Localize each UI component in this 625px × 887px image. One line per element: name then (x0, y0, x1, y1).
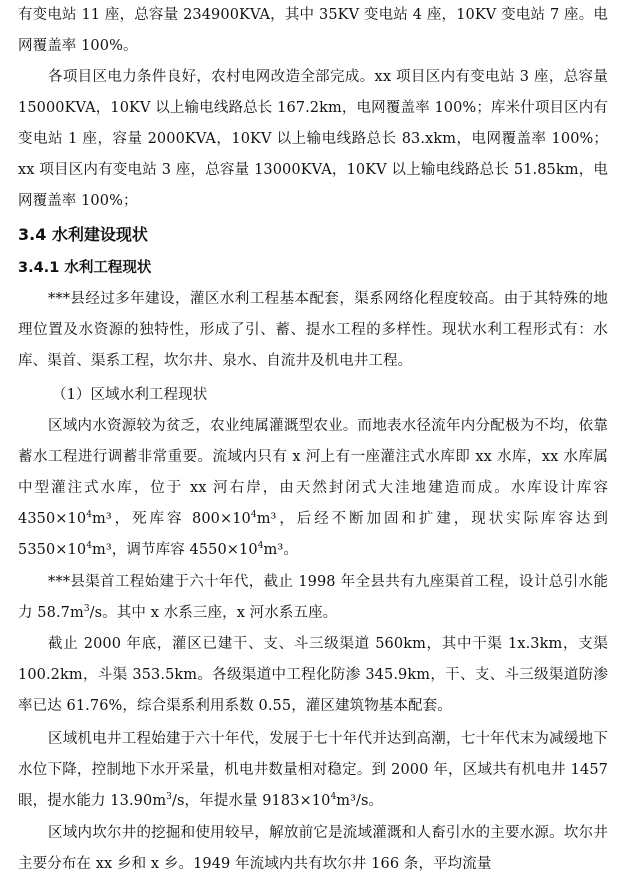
paragraph-wells: 区域机电井工程始建于六十年代，发展于七十年代并达到高潮，七十年代末为减缓地下水位下降，控制地下水开采量，机电井数量相对稳定。到 2000 年，区域共有机电井 1457 眼，提水能力 $13.90m^3/s$，年提水量 $9183\times 10^4m^3/s$。 (18, 731, 608, 809)
paragraph-headworks: ***县渠首工程始建于六十年代，截止 1998 年全县共有九座渠首工程，设计总引水能力 $58.7m^3/s$。其中 x 水系三座，x 河水系五座。 (18, 574, 608, 621)
paragraph-regional-heading: （1）区域水利工程现状 (52, 387, 208, 403)
subsection-heading-water-works: 3.4.1 水利工程现状 (18, 260, 152, 276)
paragraph-power-summary: 有变电站 11 座，总容量 234900KVA，其中 35KV 变电站 4 座，10KV 变电站 7 座。电网覆盖率 100%。 (18, 7, 608, 54)
paragraph-project-power: 各项目区电力条件良好，农村电网改造全部完成。xx 项目区内有变电站 3 座，总容量 15000KVA，10KV 以上输电线路总长 167.2km，电网覆盖率 100%；库米什项目区内有变电站 1 座，容量 2000KVA，10KV 以上输电线路总长 83.xkm，电网覆盖率 100%；xx 项目区内有变电站 3 座，总容量 13000KVA，10KV 以上输电线路总长 51.85km，电网覆盖率 100%； (18, 69, 608, 209)
paragraph-reservoir: 区域内水资源较为贫乏，农业纯属灌溉型农业。而地表水径流年内分配极为不均，依靠蓄水工程进行调蓄非常重要。流域内只有 x 河上有一座灌注式水库即 xx 水库，xx 水库属中型灌注式水库，位于 xx 河右岸，由天然封闭式大洼地建造而成。水库设计库容 $4350\times 10^4m^3$，死库容 $800\times 10^4m^3$，后经不断加固和扩建，现状实际库容达到 $5350\times 10^4m^3$，调节库容 $4550\times 10^4m^3$。 (18, 418, 608, 558)
paragraph-canals: 截止 2000 年底，灌区已建干、支、斗三级渠道 560km，其中干渠 1x.3km，支渠 100.2km，斗渠 353.5km。各级渠道中工程化防渗 345.9km，干、支、斗三级渠道防渗率已达 61.76%，综合渠系利用系数 0.55，灌区建筑物基本配套。 (18, 636, 608, 714)
paragraph-karez: 区域内坎尔井的挖掘和使用较早，解放前它是流域灌溉和人畜引水的主要水源。坎尔井主要分布在 xx 乡和 x 乡。1949 年流域内共有坎尔井 166 条，平均流量 (18, 825, 608, 872)
section-heading-water-conservancy: 3.4 水利建设现状 (18, 225, 148, 244)
paragraph-county-overview: ***县经过多年建设，灌区水利工程基本配套，渠系网络化程度较高。由于其特殊的地理位置及水资源的独特性，形成了引、蓄、提水工程的多样性。现状水利工程形式有：水库、渠首、渠系工程，坎尔井、泉水、自流井及机电井工程。 (18, 291, 608, 369)
